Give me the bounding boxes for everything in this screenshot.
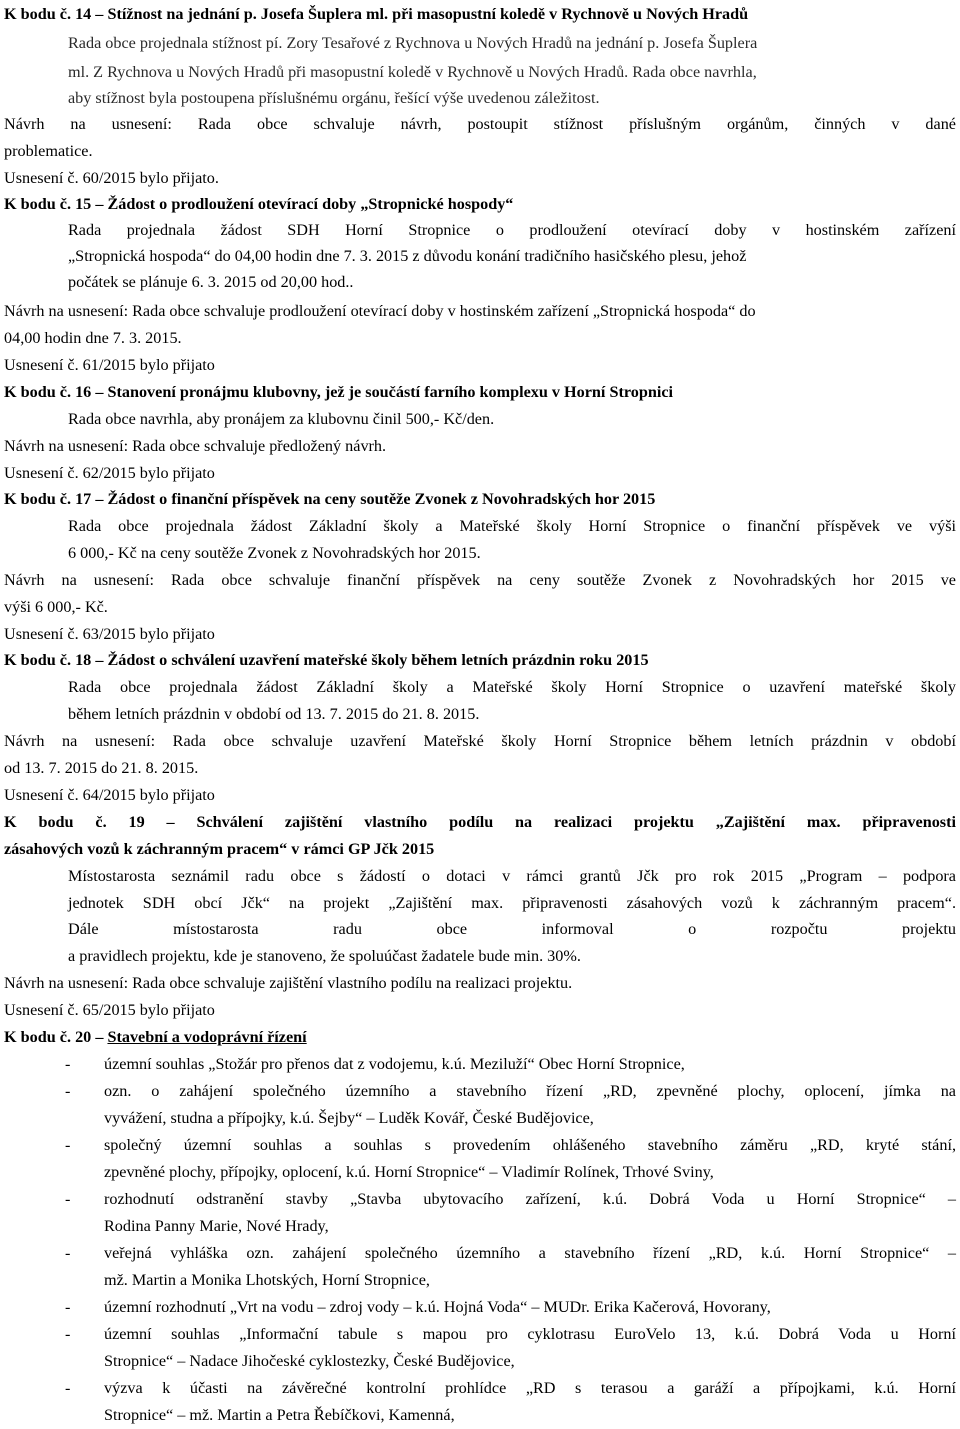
item15-label: K bodu č. 15: [4, 195, 92, 213]
item14-resolution: Usnesení č. 60/2015 bylo přijato.: [4, 169, 219, 187]
item20-label: K bodu č. 20: [4, 1028, 92, 1046]
item15-proposal-line2: 04,00 hodin dne 7. 3. 2015.: [4, 329, 182, 347]
list-item-text: společný územní souhlas a souhlas s provedením ohlášeného stavebního záměru „RD, kryté stání,: [104, 1136, 956, 1154]
list-item-text: rozhodnutí odstranění stavby „Stavba ubytovacího zařízení, k.ú. Dobrá Voda u Horní Stropnice“ –: [104, 1190, 956, 1208]
item18-body-line2: během letních prázdnin v období od 13. 7. 2015 do 21. 8. 2015.: [68, 705, 480, 723]
item17-proposal-line1: Návrh na usnesení: Rada obce schvaluje finanční příspěvek na ceny soutěže Zvonek z Novohradských hor 2015 ve: [4, 571, 956, 589]
item14-heading: K bodu č. 14 – Stížnost na jednání p. Josefa Šuplera ml. při masopustní koledě v Rychnově u Nových Hradů: [4, 5, 749, 23]
item17-resolution: Usnesení č. 63/2015 bylo přijato: [4, 625, 215, 643]
item16-title: Stanovení pronájmu klubovny, jež je součástí farního komplexu v Horní Stropnici: [107, 383, 674, 401]
item16-resolution: Usnesení č. 62/2015 bylo přijato: [4, 464, 215, 482]
item20-heading: K bodu č. 20 – Stavební a vodoprávní řízení: [4, 1028, 307, 1046]
item18-label: K bodu č. 18: [4, 651, 92, 669]
item15-title: – Žádost o prodloužení otevírací doby „Stropnické hospody“: [95, 195, 514, 213]
item17-title: – Žádost o finanční příspěvek na ceny soutěže Zvonek z Novohradských hor 2015: [95, 490, 656, 508]
item15-proposal-line1: Návrh na usnesení: Rada obce schvaluje prodloužení otevírací doby v hostinském zařízení „Stropnická hospoda“ do: [4, 302, 756, 320]
item17-body-line2: 6 000,- Kč na ceny soutěže Zvonek z Novohradských hor 2015.: [68, 544, 481, 562]
list-item-text-cont: Stropnice“ – mž. Martin a Petra Řebíčkovi, Kamenná,: [104, 1406, 455, 1424]
item17-proposal-line2: výši 6 000,- Kč.: [4, 598, 108, 616]
item19-title-line2: zásahových vozů k záchranným pracem“ v rámci GP Jčk 2015: [4, 840, 435, 858]
item19-resolution: Usnesení č. 65/2015 bylo přijato: [4, 1001, 215, 1019]
item14-body-line3: aby stížnost byla postoupena příslušnému orgánu, řešící výše uvedenou záležitost.: [68, 89, 600, 107]
list-item-text: územní souhlas „Stožár pro přenos dat z vodojemu, k.ú. Meziluží“ Obec Horní Stropnice,: [104, 1055, 685, 1073]
item16-body-line1: Rada obce navrhla, aby pronájem za klubovnu činil 500,- Kč/den.: [68, 410, 495, 428]
list-item-text: výzva k účasti na závěrečné kontrolní prohlídce „RD s terasou a garáží a přípojkami, k.ú. Horní: [104, 1379, 956, 1397]
item16-proposal-line1: Návrh na usnesení: Rada obce schvaluje předložený návrh.: [4, 437, 387, 455]
item18-proposal-line1: Návrh na usnesení: Rada obce schvaluje uzavření Mateřské školy Horní Stropnice během letních prázdnin v období: [4, 732, 956, 750]
item17-heading: [4, 489, 655, 511]
item19-body-line3: Dále místostarosta radu obce informoval o rozpočtu projektu: [68, 920, 956, 938]
item19-body-line4: a pravidlech projektu, kde je stanoveno, že spoluúčast žadatele bude min. 30%.: [68, 947, 581, 965]
list-item-text-cont: Rodina Panny Marie, Nové Hrady,: [104, 1217, 329, 1235]
item15-body-line3: počátek se plánuje 6. 3. 2015 od 20,00 hod..: [68, 273, 354, 291]
item19-proposal-line1: Návrh na usnesení: Rada obce schvaluje zajištění vlastního podílu na realizaci projektu.: [4, 974, 573, 992]
list-item-text-cont: vyvážení, studna a přípojky, k.ú. Šejby“ – Luděk Kovář, České Budějovice,: [104, 1109, 594, 1127]
item18-proposal-line2: od 13. 7. 2015 do 21. 8. 2015.: [4, 759, 199, 777]
list-item-text-cont: zpevněné plochy, přípojky, oplocení, k.ú. Horní Stropnice“ – Vladimír Rolínek, Trhové Sviny,: [104, 1163, 714, 1181]
item18-title: – Žádost o schválení uzavření mateřské školy během letních prázdnin roku 2015: [95, 651, 649, 669]
list-item-text: veřejná vyhláška ozn. zahájení společného územního a stavebního řízení „RD, k.ú. Horní Stropnice“ –: [104, 1244, 956, 1262]
list-item-text: ozn. o zahájení společného územního a stavebního řízení „RD, zpevněné plochy, oplocení, jímka na: [104, 1082, 956, 1100]
list-item-text-cont: Stropnice“ – Nadace Jihočeské cyklostezky, České Budějovice,: [104, 1352, 515, 1370]
item20-title: Stavební a vodoprávní řízení: [107, 1028, 307, 1046]
item19-label: K bodu č. 19: [4, 813, 145, 831]
item14-proposal-line1: Návrh na usnesení: Rada obce schvaluje návrh, postoupit stížnost příslušným orgánům, činných v dané: [4, 115, 956, 133]
item15-body-line2: „Stropnická hospoda“ do 04,00 hodin dne 7. 3. 2015 z důvodu konání tradičního hasičského plesu, jehož: [68, 247, 747, 265]
item16-heading: K bodu č. 16 – Stanovení pronájmu klubovny, jež je součástí farního komplexu v Horní Stropnici: [4, 383, 674, 401]
item17-label: K bodu č. 17: [4, 490, 92, 508]
item19-body-line1: Místostarosta seznámil radu obce s žádostí o dotaci v rámci grantů Jčk pro rok 2015 „Program – podpora: [68, 867, 956, 885]
list-item-text: územní rozhodnutí „Vrt na vodu – zdroj vody – k.ú. Hojná Voda“ – MUDr. Erika Kačerová, Hovorany,: [104, 1298, 771, 1316]
item17-body-line1: Rada obce projednala žádost Základní školy a Mateřské školy Horní Stropnice o finanční příspěvek ve výši: [68, 517, 956, 535]
item15-body-line1: Rada projednala žádost SDH Horní Stropnice o prodloužení otevírací doby v hostinském zařízení: [68, 221, 956, 239]
item19-heading-line1: [4, 812, 956, 834]
item18-body-line1: Rada obce projednala žádost Základní školy a Mateřské školy Horní Stropnice o uzavření mateřské školy: [68, 678, 956, 696]
item19-body-line2: jednotek SDH obcí Jčk“ na projekt „Zajištění max. připravenosti zásahových vozů k záchranným pracem“.: [68, 894, 956, 912]
item14-body-line2: ml. Z Rychnova u Nových Hradů při masopustní koledě v Rychnově u Nových Hradů. Rada obce navrhla,: [68, 63, 757, 81]
item16-label: K bodu č. 16: [4, 383, 92, 401]
item18-resolution: Usnesení č. 64/2015 bylo přijato: [4, 786, 215, 804]
list-item-text: územní souhlas „Informační tabule s mapou pro cyklotrasu EuroVelo 13, k.ú. Dobrá Voda u Horní: [104, 1325, 956, 1343]
item19-title-line1: – Schválení zajištění vlastního podílu na realizaci projektu „Zajištění max. připravenosti: [166, 813, 956, 831]
item15-heading: [4, 194, 513, 216]
item18-heading: [4, 650, 649, 672]
item14-proposal-line2: problematice.: [4, 142, 93, 160]
item15-resolution: Usnesení č. 61/2015 bylo přijato: [4, 356, 215, 374]
item14-body-line1: Rada obce projednala stížnost pí. Zory Tesařové z Rychnova u Nových Hradů na jednání p. Josefa Šuplera: [68, 34, 758, 52]
list-item-text-cont: mž. Martin a Monika Lhotských, Horní Stropnice,: [104, 1271, 430, 1289]
